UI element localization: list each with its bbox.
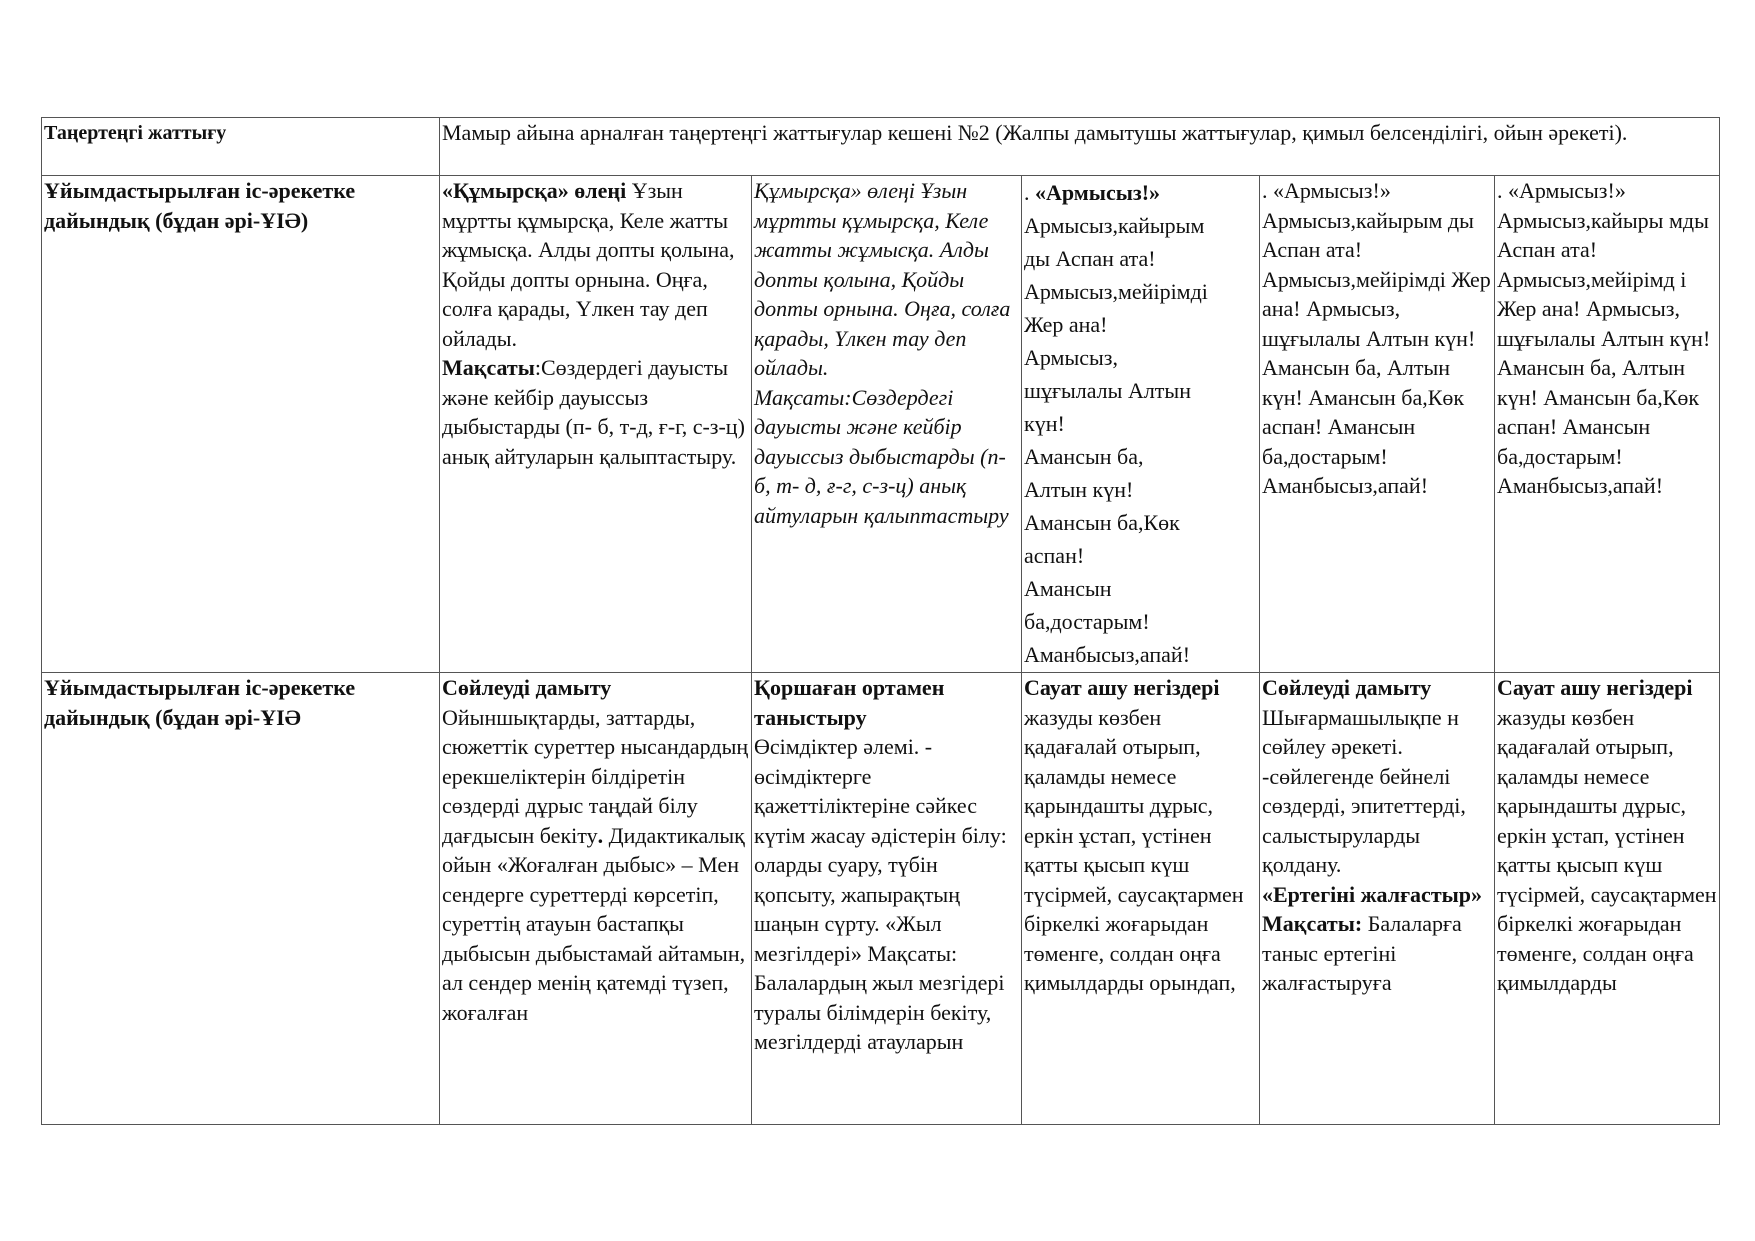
activity-title: Сөйлеуді дамыту — [442, 675, 612, 700]
activity-title: Қоршаған ортамен таныстыру — [754, 675, 945, 730]
greeting-line: күн! — [1024, 411, 1065, 436]
greeting-line: Жер ана! — [1024, 312, 1108, 337]
cell-poem-ant-italic — [752, 176, 1022, 673]
greeting-line: шұғылалы Алтын — [1024, 378, 1191, 403]
greeting-line: Армысыз,мейірімді — [1024, 279, 1208, 304]
cell-environment — [752, 673, 1022, 1125]
activity-title: Сөйлеуді дамыту — [1262, 675, 1432, 700]
cell-speech-development-2 — [1260, 673, 1495, 1125]
row-label-text: Ұйымдастырылған іс-әрекетке дайындық (бұдан әрі-ҰІӘ — [44, 675, 356, 730]
greeting-text: . «Армысыз!» Армысыз,кайырым ды Аспан ата! Армысыз,мейірімді Жер ана! Армысыз, шұғылалы Алтын күн! Амансын ба, Алтын күн! Амансын ба,Көк аспан! Амансын ба,достарым! Аманбысыз,апай! — [1262, 178, 1491, 498]
greeting-line: Амансын ба, — [1024, 444, 1144, 469]
activity-title: Сауат ашу негіздері — [1024, 675, 1220, 700]
activity-body: жазуды көзбен қадағалай отырып, қаламды немесе қарындашты дұрыс, еркін ұстап, үстінен қатты қысып күш түсірмей, саусақтармен біркелкі жоғарыдан төменге, солдан оңға қимылдарды — [1497, 704, 1717, 995]
row-label-text: Таңертеңгі жаттығу — [44, 122, 227, 144]
daily-plan-table — [41, 117, 1720, 1125]
goal-text: :Сөздердегі дауысты және кейбір дауыссыз дыбыстарды (п- б, т-д, ғ-г, с-з-ц) анық айтуларын қалыптастыру. — [442, 355, 745, 469]
poem-italic-text: Құмырсқа» өлеңі Ұзын мұртты құмырсқа, Келе жатты жұмысқа. Алды допты қолына, Қойды допты орнына. Оңға, солға қарады, Үлкен тау деп ойлады. Мақсаты:Сөздердегі дауысты және кейбір дауыссыз дыбыстарды (п-б, т- д, ғ-г, с-з-ц) анық айтуларын қалыптастыру — [754, 178, 1011, 528]
greeting-line: ды Аспан ата! — [1024, 246, 1156, 271]
greeting-text: . «Армысыз!» Армысыз,кайыры мды Аспан ата! Армысыз,мейірімд і Жер ана! Армысыз, шұғылалы Алтын күн! Амансын ба, Алтын күн! Амансын ба,Көк аспан! Амансын ба,достарым! Аманбысыз,апай! — [1497, 178, 1711, 498]
table-row-morning-exercise — [42, 118, 1720, 176]
row-label-morning-exercise — [42, 118, 440, 176]
activity-title: Сауат ашу негіздері — [1497, 675, 1693, 700]
cell-poem-ant — [440, 176, 752, 673]
cell-greeting-poem-1 — [1022, 176, 1260, 673]
row-label-activities — [42, 673, 440, 1125]
row-label-text: Ұйымдастырылған іс-әрекетке дайындық (бұдан әрі-ҰІӘ) — [44, 178, 356, 233]
greeting-lines — [1024, 209, 1257, 671]
poem-text: Ұзын мұртты құмырсқа, Келе жатты жұмысқа. Алды допты қолына, Қойды допты орнына. Оңға, солға қарады, Үлкен тау деп ойлады. — [442, 178, 735, 351]
goal-label: Мақсаты: — [1262, 911, 1363, 936]
greeting-line: ба,достарым! — [1024, 609, 1150, 634]
morning-exercise-text: Мамыр айына арналған таңертеңгі жаттығулар кешені №2 (Жалпы дамытушы жаттығулар, қимыл белсенділігі, ойын әрекеті). — [442, 120, 1628, 145]
morning-exercise-description — [440, 118, 1720, 176]
greeting-line: Алтын күн! — [1024, 477, 1134, 502]
poem-title: «Құмырсқа» өлеңі — [442, 178, 627, 203]
activity-dot: . — [597, 822, 604, 848]
greeting-line: Армысыз,кайырым — [1024, 213, 1205, 238]
cell-greeting-poem-2 — [1260, 176, 1495, 673]
table-row-preparation — [42, 176, 1720, 673]
greeting-title: «Армысыз!» — [1035, 180, 1161, 205]
greeting-line: Армысыз, — [1024, 345, 1118, 370]
greeting-line: Амансын — [1024, 576, 1112, 601]
row-label-preparation — [42, 176, 440, 673]
table-row-activities — [42, 673, 1720, 1125]
activity-body: жазуды көзбен қадағалай отырып, қаламды немесе қарындашты дұрыс, еркін ұстап, үстінен қатты қысып күш түсірмей, саусақтармен біркелкі жоғарыдан төменге, солдан оңға қимылдарды орындап, — [1024, 704, 1244, 995]
activity-body: Өсімдіктер әлемі. - өсімдіктерге қажеттіліктеріне сәйкес күтім жасау әдістерін білу: оларды суару, түбін қопсыту, жапырақтың шаңын сүрту. «Жыл мезгілдері» Мақсаты: Балалардың жыл мезгідері туралы білімдерін бекіту, мезгілдерді атауларын — [754, 734, 1007, 1054]
cell-speech-development — [440, 673, 752, 1125]
cell-literacy-2 — [1495, 673, 1720, 1125]
greeting-prefix: . — [1024, 180, 1035, 205]
goal-label: Мақсаты — [442, 355, 535, 380]
plan-table-wrapper — [41, 117, 1719, 1125]
cell-greeting-poem-3 — [1495, 176, 1720, 673]
activity-body: Ойыншықтарды, заттарды, сюжеттік суреттер нысандардың ерекшеліктерін білдіретін сөздерді дұрыс таңдай білу дағдысын бекіту — [442, 704, 749, 848]
cell-literacy-1 — [1022, 673, 1260, 1125]
activity-game-title: «Ертегіні жалғастыр» — [1262, 881, 1483, 907]
greeting-line: аспан! — [1024, 543, 1085, 568]
goal-text: Балаларға таныс ертегіні жалғастыруға — [1262, 911, 1462, 995]
greeting-line: Амансын ба,Көк — [1024, 510, 1180, 535]
activity-body-continued: Дидактикалық ойын «Жоғалған дыбыс» – Мен сендерге суреттерді көрсетіп, суреттің атауын бастапқы дыбысын дыбыстамай айтамын, ал сендер менің қатемді түзеп, жоғалған — [442, 822, 746, 1025]
greeting-line: Аманбысыз,апай! — [1024, 642, 1191, 667]
activity-body: Шығармашылықпе н сөйлеу әрекеті. -сөйлегенде бейнелі сөздерді, эпитеттерді, салыстыруларды қолдану. — [1262, 704, 1466, 877]
